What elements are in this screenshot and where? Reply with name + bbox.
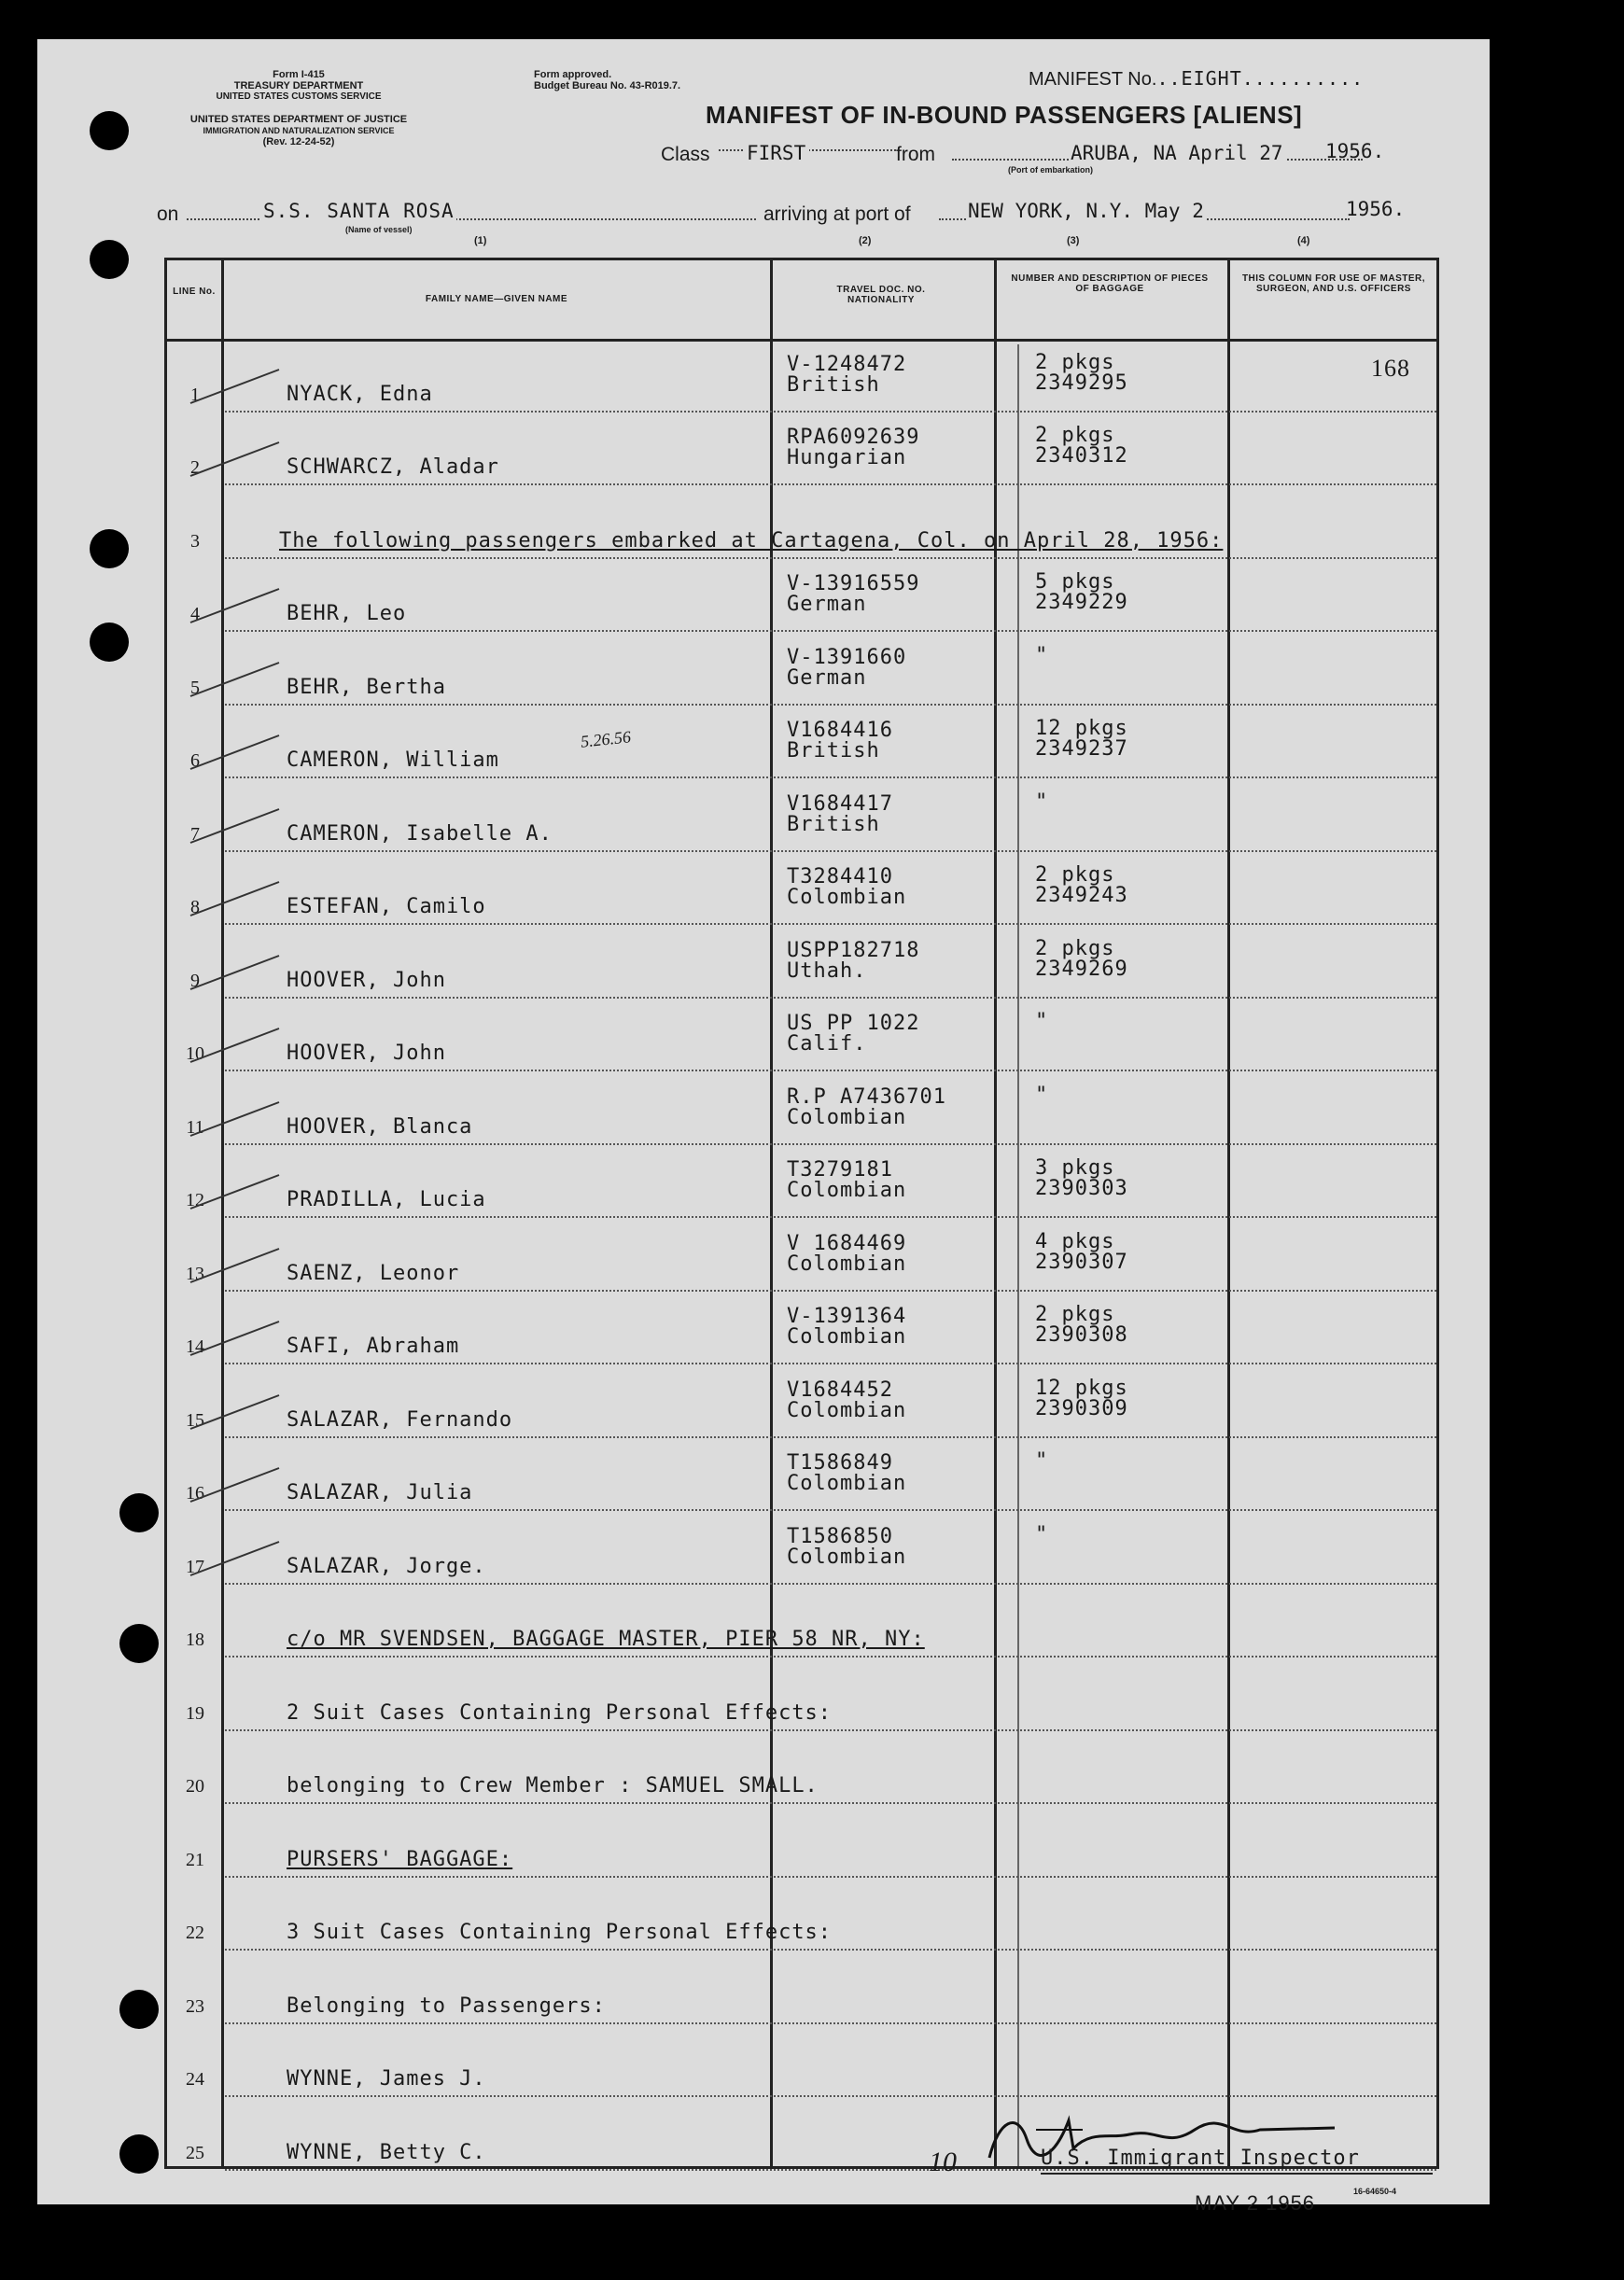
- nationality: Colombian: [787, 886, 907, 909]
- class-value: FIRST: [743, 142, 809, 164]
- line-number: 18: [186, 1630, 204, 1650]
- table-row: [167, 1002, 1436, 1076]
- col-header-baggage: NUMBER AND DESCRIPTION OF PIECES OF BAGGAGE: [1011, 273, 1209, 294]
- ins-service: IMMIGRATION AND NATURALIZATION SERVICE: [203, 126, 395, 135]
- check-mark: [186, 1318, 288, 1364]
- line-number: 20: [186, 1776, 204, 1797]
- line-number: 10: [186, 1043, 204, 1064]
- travel-doc-number: T3284410: [787, 865, 893, 888]
- row-rule: [225, 1436, 1436, 1438]
- travel-doc-number: V1684416: [787, 719, 893, 742]
- passenger-name: HOOVER, Blanca: [287, 1114, 473, 1139]
- span-entry: c/o MR SVENDSEN, BAGGAGE MASTER, PIER 58 NR, NY:: [287, 1628, 925, 1651]
- line-number: 14: [186, 1336, 204, 1357]
- line-number: 15: [186, 1409, 204, 1431]
- table-row: [167, 1442, 1436, 1516]
- span-entry: belonging to Crew Member : SAMUEL SMALL.: [287, 1774, 819, 1797]
- line-number: 25: [186, 2142, 204, 2163]
- nationality: Colombian: [787, 1252, 907, 1276]
- inspector-title: U.S. Immigrant Inspector: [1041, 2147, 1360, 2170]
- travel-doc-number: V1684452: [787, 1378, 893, 1402]
- baggage-tag: 2349237: [1035, 737, 1128, 761]
- arrival-port: NEW YORK, N.Y. May 2: [968, 200, 1204, 222]
- row-rule: [225, 483, 1436, 485]
- passenger-name: SCHWARCZ, Aladar: [287, 455, 499, 479]
- row-rule: [225, 1216, 1436, 1218]
- received-stamp: MAY 2 1956: [1195, 2191, 1316, 2215]
- line-number: 7: [190, 823, 200, 845]
- table-row: [167, 1368, 1436, 1442]
- travel-doc-number: V 1684469: [787, 1231, 907, 1255]
- nationality: Calif.: [787, 1032, 867, 1056]
- table-row: [167, 782, 1436, 856]
- passenger-name: ESTEFAN, Camilo: [287, 895, 486, 918]
- passenger-name: NYACK, Edna: [287, 382, 433, 406]
- customs-service: UNITED STATES CUSTOMS SERVICE: [216, 91, 382, 102]
- signature-count: 10: [929, 2147, 957, 2177]
- row-rule: [225, 997, 1436, 999]
- baggage-count: ": [1035, 1522, 1049, 1546]
- span-entry: Belonging to Passengers:: [287, 1993, 606, 2018]
- manifest-table: [164, 258, 1439, 2169]
- nationality: Colombian: [787, 1545, 907, 1569]
- table-row: [167, 1149, 1436, 1223]
- line-number: 3: [190, 530, 200, 552]
- row-rule: [225, 557, 1436, 559]
- nationality: Colombian: [787, 1105, 907, 1129]
- budget-bureau: Budget Bureau No. 43-R019.7.: [534, 80, 681, 91]
- baggage-tag: 2390308: [1035, 1323, 1128, 1347]
- baggage-count: 2 pkgs: [1035, 863, 1115, 887]
- baggage-tag: 2390303: [1035, 1177, 1128, 1200]
- baggage-tag: 2390307: [1035, 1250, 1128, 1274]
- line-number: 23: [186, 1995, 204, 2017]
- row-rule: [225, 1876, 1436, 1878]
- officer-note: 168: [1371, 354, 1410, 382]
- passenger-name: SALAZAR, Jorge.: [287, 1554, 486, 1578]
- row-rule: [225, 1729, 1436, 1731]
- line-number: 12: [186, 1190, 204, 1210]
- span-entry: PURSERS' BAGGAGE:: [287, 1847, 513, 1871]
- table-row: [167, 489, 1436, 563]
- row-rule: [225, 630, 1436, 632]
- check-mark: [186, 1098, 288, 1145]
- baggage-count: 2 pkgs: [1035, 424, 1115, 447]
- on-label: on: [157, 203, 179, 225]
- nationality: British: [787, 812, 880, 836]
- travel-doc-number: V-1248472: [787, 352, 907, 376]
- travel-doc-number: T1586849: [787, 1451, 893, 1475]
- nationality: Colombian: [787, 1398, 907, 1422]
- nationality: British: [787, 739, 880, 762]
- row-rule: [225, 411, 1436, 413]
- nationality: British: [787, 372, 880, 397]
- revision-date: (Rev. 12-24-52): [262, 136, 335, 147]
- row-rule: [225, 1363, 1436, 1364]
- signature-rule: [1041, 2173, 1433, 2175]
- manifest-sheet: [37, 39, 1490, 2215]
- line-number: 8: [190, 897, 200, 917]
- baggage-tag: 2349295: [1035, 371, 1128, 395]
- col-num-3: (3): [1067, 235, 1080, 246]
- row-rule: [225, 923, 1436, 925]
- arrival-year: 1956.: [1346, 198, 1406, 220]
- baggage-count: ": [1035, 1083, 1049, 1107]
- treasury-dept: TREASURY DEPARTMENT: [233, 80, 364, 91]
- col-num-2: (2): [859, 235, 872, 246]
- table-row: [167, 2028, 1436, 2102]
- line-number: 22: [186, 1923, 204, 1943]
- line-number: 4: [190, 604, 200, 624]
- header-rule: [167, 339, 1436, 342]
- line-number: 16: [186, 1483, 204, 1504]
- table-row: [167, 1735, 1436, 1809]
- line-number: 11: [186, 1116, 204, 1138]
- row-rule: [225, 1509, 1436, 1511]
- row-rule: [225, 2022, 1436, 2024]
- line-number: 5: [190, 677, 200, 698]
- embark-port: ARUBA, NA April 27: [1071, 142, 1283, 164]
- baggage-count: ": [1035, 1010, 1049, 1033]
- check-mark: [186, 585, 288, 632]
- travel-doc-number: RPA6092639: [787, 426, 920, 449]
- line-number: 21: [186, 1849, 204, 1870]
- baggage-count: 4 pkgs: [1035, 1229, 1115, 1253]
- punch-hole: [119, 1493, 159, 1532]
- baggage-tag: 2390309: [1035, 1396, 1128, 1420]
- span-entry: 3 Suit Cases Containing Personal Effects:: [287, 1921, 833, 1944]
- row-rule: [225, 704, 1436, 706]
- line-number: 6: [190, 750, 200, 771]
- table-row: [167, 563, 1436, 636]
- col-header-name: FAMILY NAME—GIVEN NAME: [425, 294, 568, 304]
- margin-note: 5.26.56: [580, 727, 632, 751]
- row-rule: [225, 1949, 1436, 1951]
- col-header-line-no: LINE No.: [173, 287, 216, 297]
- check-mark: [186, 878, 288, 925]
- punch-hole: [90, 111, 129, 150]
- passenger-name: WYNNE, Betty C.: [287, 2140, 486, 2164]
- row-rule: [225, 776, 1436, 778]
- table-row: [167, 1515, 1436, 1588]
- form-approved: Form approved.: [534, 69, 612, 80]
- passenger-name: HOOVER, John: [287, 968, 446, 992]
- baggage-count: 5 pkgs: [1035, 570, 1115, 594]
- travel-doc-number: V-1391364: [787, 1305, 907, 1328]
- span-entry: 2 Suit Cases Containing Personal Effects:: [287, 1700, 833, 1725]
- baggage-tag: 2349243: [1035, 884, 1128, 907]
- table-row: [167, 1808, 1436, 1881]
- passenger-name: BEHR, Leo: [287, 602, 407, 625]
- passenger-name: WYNNE, James J.: [287, 2067, 486, 2091]
- passenger-name: CAMERON, William: [287, 748, 499, 772]
- travel-doc-number: R.P A7436701: [787, 1084, 946, 1109]
- table-row: [167, 1075, 1436, 1149]
- baggage-count: ": [1035, 1449, 1049, 1473]
- form-number: Form I-415: [273, 69, 325, 80]
- vessel-caption: (Name of vessel): [345, 225, 413, 234]
- table-row: [167, 416, 1436, 490]
- travel-doc-number: V1684417: [787, 791, 893, 816]
- table-row: [167, 1222, 1436, 1295]
- check-mark: [186, 366, 288, 413]
- check-mark: [186, 1025, 288, 1071]
- row-rule: [225, 1290, 1436, 1292]
- baggage-count: 12 pkgs: [1035, 1376, 1128, 1400]
- travel-doc-number: USPP182718: [787, 938, 920, 962]
- passenger-name: SALAZAR, Fernando: [287, 1407, 513, 1432]
- table-row: [167, 343, 1436, 416]
- baggage-count: ": [1035, 790, 1049, 814]
- check-mark: [186, 1245, 288, 1292]
- line-number: 9: [190, 970, 200, 991]
- check-mark: [186, 1171, 288, 1218]
- vessel-name: S.S. SANTA ROSA: [263, 200, 455, 222]
- baggage-count: 3 pkgs: [1035, 1156, 1115, 1180]
- row-rule: [225, 1802, 1436, 1804]
- row-rule: [225, 1583, 1436, 1585]
- check-mark: [186, 1538, 288, 1585]
- passenger-name: SAENZ, Leonor: [287, 1261, 460, 1285]
- col-num-4: (4): [1297, 235, 1310, 246]
- check-mark: [186, 732, 288, 778]
- span-entry: The following passengers embarked at Cartagena, Col. on April 28, 1956:: [279, 528, 1224, 553]
- passenger-name: BEHR, Bertha: [287, 675, 446, 699]
- justice-dept: UNITED STATES DEPARTMENT OF JUSTICE: [189, 114, 408, 125]
- check-mark: [186, 439, 288, 485]
- table-row: [167, 709, 1436, 783]
- travel-doc-number: T1586850: [787, 1524, 893, 1548]
- passenger-name: HOOVER, John: [287, 1042, 446, 1065]
- nationality: Colombian: [787, 1472, 907, 1495]
- travel-doc-number: US PP 1022: [787, 1012, 920, 1035]
- table-row: [167, 856, 1436, 930]
- table-row: [167, 1588, 1436, 1662]
- check-mark: [186, 952, 288, 999]
- class-label: Class: [661, 144, 710, 165]
- line-number: 19: [186, 1702, 204, 1724]
- travel-doc-number: T3279181: [787, 1158, 893, 1182]
- line-number: 13: [186, 1263, 204, 1284]
- punch-hole: [119, 1624, 159, 1663]
- baggage-count: 2 pkgs: [1035, 936, 1115, 960]
- baggage-tag: 2349269: [1035, 957, 1128, 981]
- nationality: German: [787, 665, 867, 690]
- embark-year: 1956.: [1325, 140, 1385, 162]
- line-number: 1: [190, 384, 200, 405]
- check-mark: [186, 1464, 288, 1511]
- passenger-name: PRADILLA, Lucia: [287, 1188, 486, 1211]
- punch-hole: [119, 2134, 159, 2174]
- arriving-label: arriving at port of: [763, 203, 911, 225]
- nationality: Colombian: [787, 1325, 907, 1349]
- line-number: 24: [186, 2069, 204, 2090]
- nationality: Hungarian: [787, 446, 907, 469]
- passenger-name: CAMERON, Isabelle A.: [287, 821, 553, 846]
- check-mark: [186, 805, 288, 852]
- passenger-name: SALAZAR, Julia: [287, 1481, 473, 1504]
- table-row: [167, 1661, 1436, 1735]
- baggage-tag: 2340312: [1035, 444, 1128, 468]
- travel-doc-number: V-13916559: [787, 572, 920, 595]
- punch-hole: [90, 240, 129, 279]
- col-header-officers: THIS COLUMN FOR USE OF MASTER, SURGEON, AND U.S. OFFICERS: [1241, 273, 1426, 294]
- line-number: 2: [190, 457, 200, 478]
- row-rule: [225, 1070, 1436, 1071]
- travel-doc-number: V-1391660: [787, 645, 907, 669]
- nationality: Colombian: [787, 1179, 907, 1202]
- baggage-tag: 2349229: [1035, 591, 1128, 614]
- baggage-count: 12 pkgs: [1035, 717, 1128, 740]
- manifest-value: ..EIGHT..........: [1156, 67, 1365, 90]
- from-label: from: [896, 144, 935, 165]
- table-row: [167, 929, 1436, 1002]
- table-row: [167, 1881, 1436, 1955]
- punch-hole: [90, 529, 129, 568]
- passenger-name: SAFI, Abraham: [287, 1335, 460, 1358]
- table-row: [167, 636, 1436, 709]
- baggage-count: ": [1035, 643, 1049, 667]
- nationality: Uthah.: [787, 958, 867, 983]
- row-rule: [225, 1656, 1436, 1658]
- col-num-1: (1): [474, 235, 487, 246]
- table-row: [167, 1954, 1436, 2028]
- check-mark: [186, 659, 288, 706]
- nationality: German: [787, 593, 867, 616]
- baggage-count: 2 pkgs: [1035, 1303, 1115, 1326]
- punch-hole: [90, 622, 129, 662]
- embark-caption: (Port of embarkation): [1008, 165, 1094, 175]
- row-rule: [225, 850, 1436, 852]
- col-header-travel-doc: TRAVEL DOC. NO. NATIONALITY: [836, 285, 926, 305]
- manifest-number: [1029, 67, 1364, 91]
- baggage-count: 2 pkgs: [1035, 350, 1115, 374]
- row-rule: [225, 1143, 1436, 1145]
- line-number: 17: [186, 1556, 204, 1577]
- page-title: MANIFEST OF IN-BOUND PASSENGERS [ALIENS]: [706, 101, 1303, 129]
- check-mark: [186, 1392, 288, 1438]
- form-code: 16-64650-4: [1353, 2187, 1397, 2196]
- table-row: [167, 1295, 1436, 1369]
- punch-hole: [119, 1990, 159, 2029]
- manifest-label: MANIFEST No.: [1029, 69, 1157, 90]
